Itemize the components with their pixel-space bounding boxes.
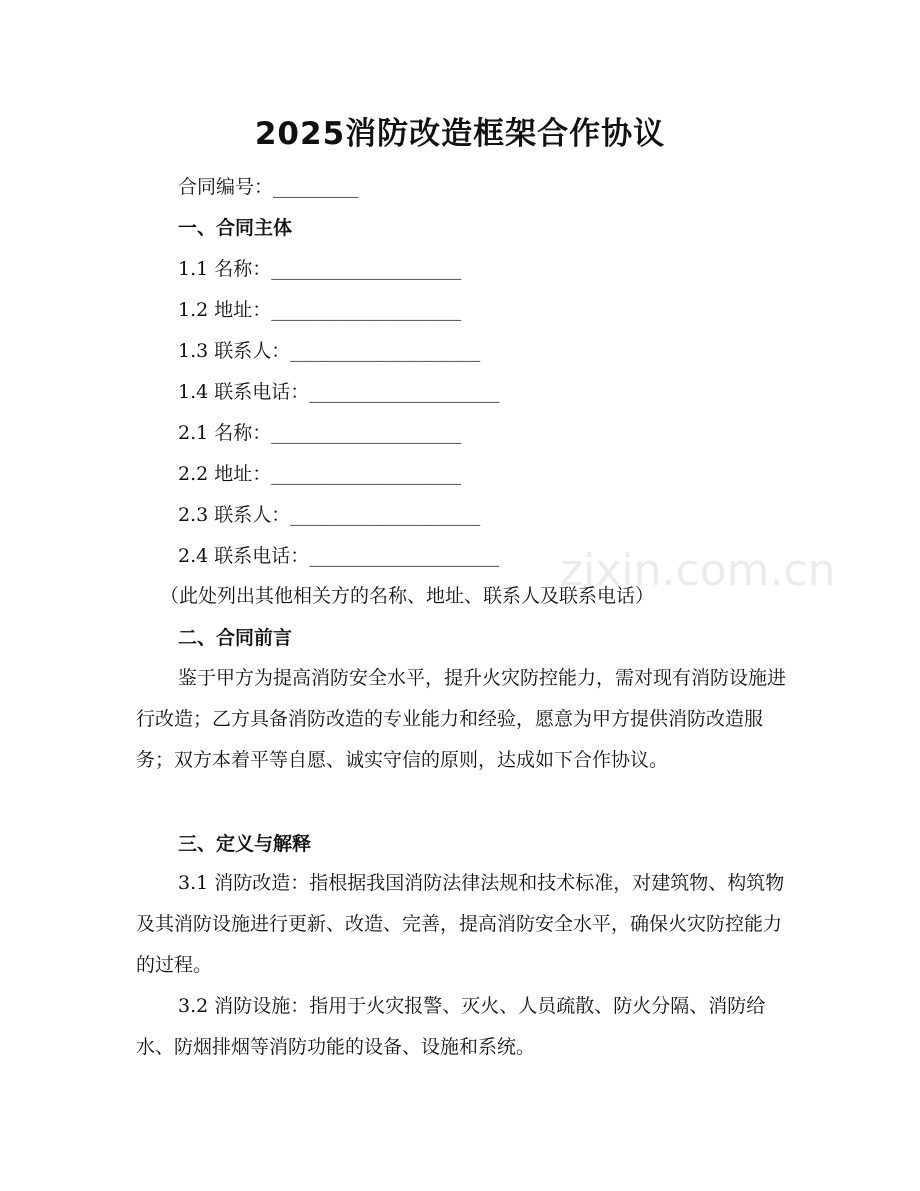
field-line: 2.2 地址：____________________	[178, 463, 462, 485]
field-line: 1.1 名称：____________________	[178, 258, 462, 280]
definition-paragraph: 3.1 消防改造：指根据我国消防法律法规和技术标准，对建筑物、构筑物及其消防设施进行更新、改造、完善，提高消防安全水平，确保火灾防控能力的过程。	[136, 872, 785, 976]
section-heading-parties: 一、合同主体	[178, 217, 293, 239]
field-line: 1.2 地址：____________________	[178, 299, 462, 321]
section-heading-definitions: 三、定义与解释	[178, 833, 312, 855]
field-line: 2.4 联系电话：____________________	[178, 545, 500, 567]
preface-paragraph: 鉴于甲方为提高消防安全水平，提升火灾防控能力，需对现有消防设施进行改造；乙方具备消防改造的专业能力和经验，愿意为甲方提供消防改造服务；双方本着平等自愿、诚实守信的原则，达成如下合作协议。	[136, 667, 787, 771]
field-line: 2.3 联系人：____________________	[178, 504, 481, 526]
field-line: 1.4 联系电话：____________________	[178, 381, 500, 403]
definition-paragraph: 3.2 消防设施：指用于火灾报警、灭火、人员疏散、防火分隔、消防给水、防烟排烟等消防功能的设备、设施和系统。	[136, 995, 766, 1058]
other-parties-note: （此处列出其他相关方的名称、地址、联系人及联系电话）	[160, 585, 655, 607]
field-line: 2.1 名称：____________________	[178, 422, 462, 444]
field-line: 1.3 联系人：____________________	[178, 340, 481, 362]
contract-number: 合同编号：_________	[178, 176, 359, 198]
section-heading-preface: 二、合同前言	[178, 627, 293, 649]
watermark: zixin.com.cn	[560, 545, 836, 596]
document-title: 2025消防改造框架合作协议	[254, 116, 666, 152]
